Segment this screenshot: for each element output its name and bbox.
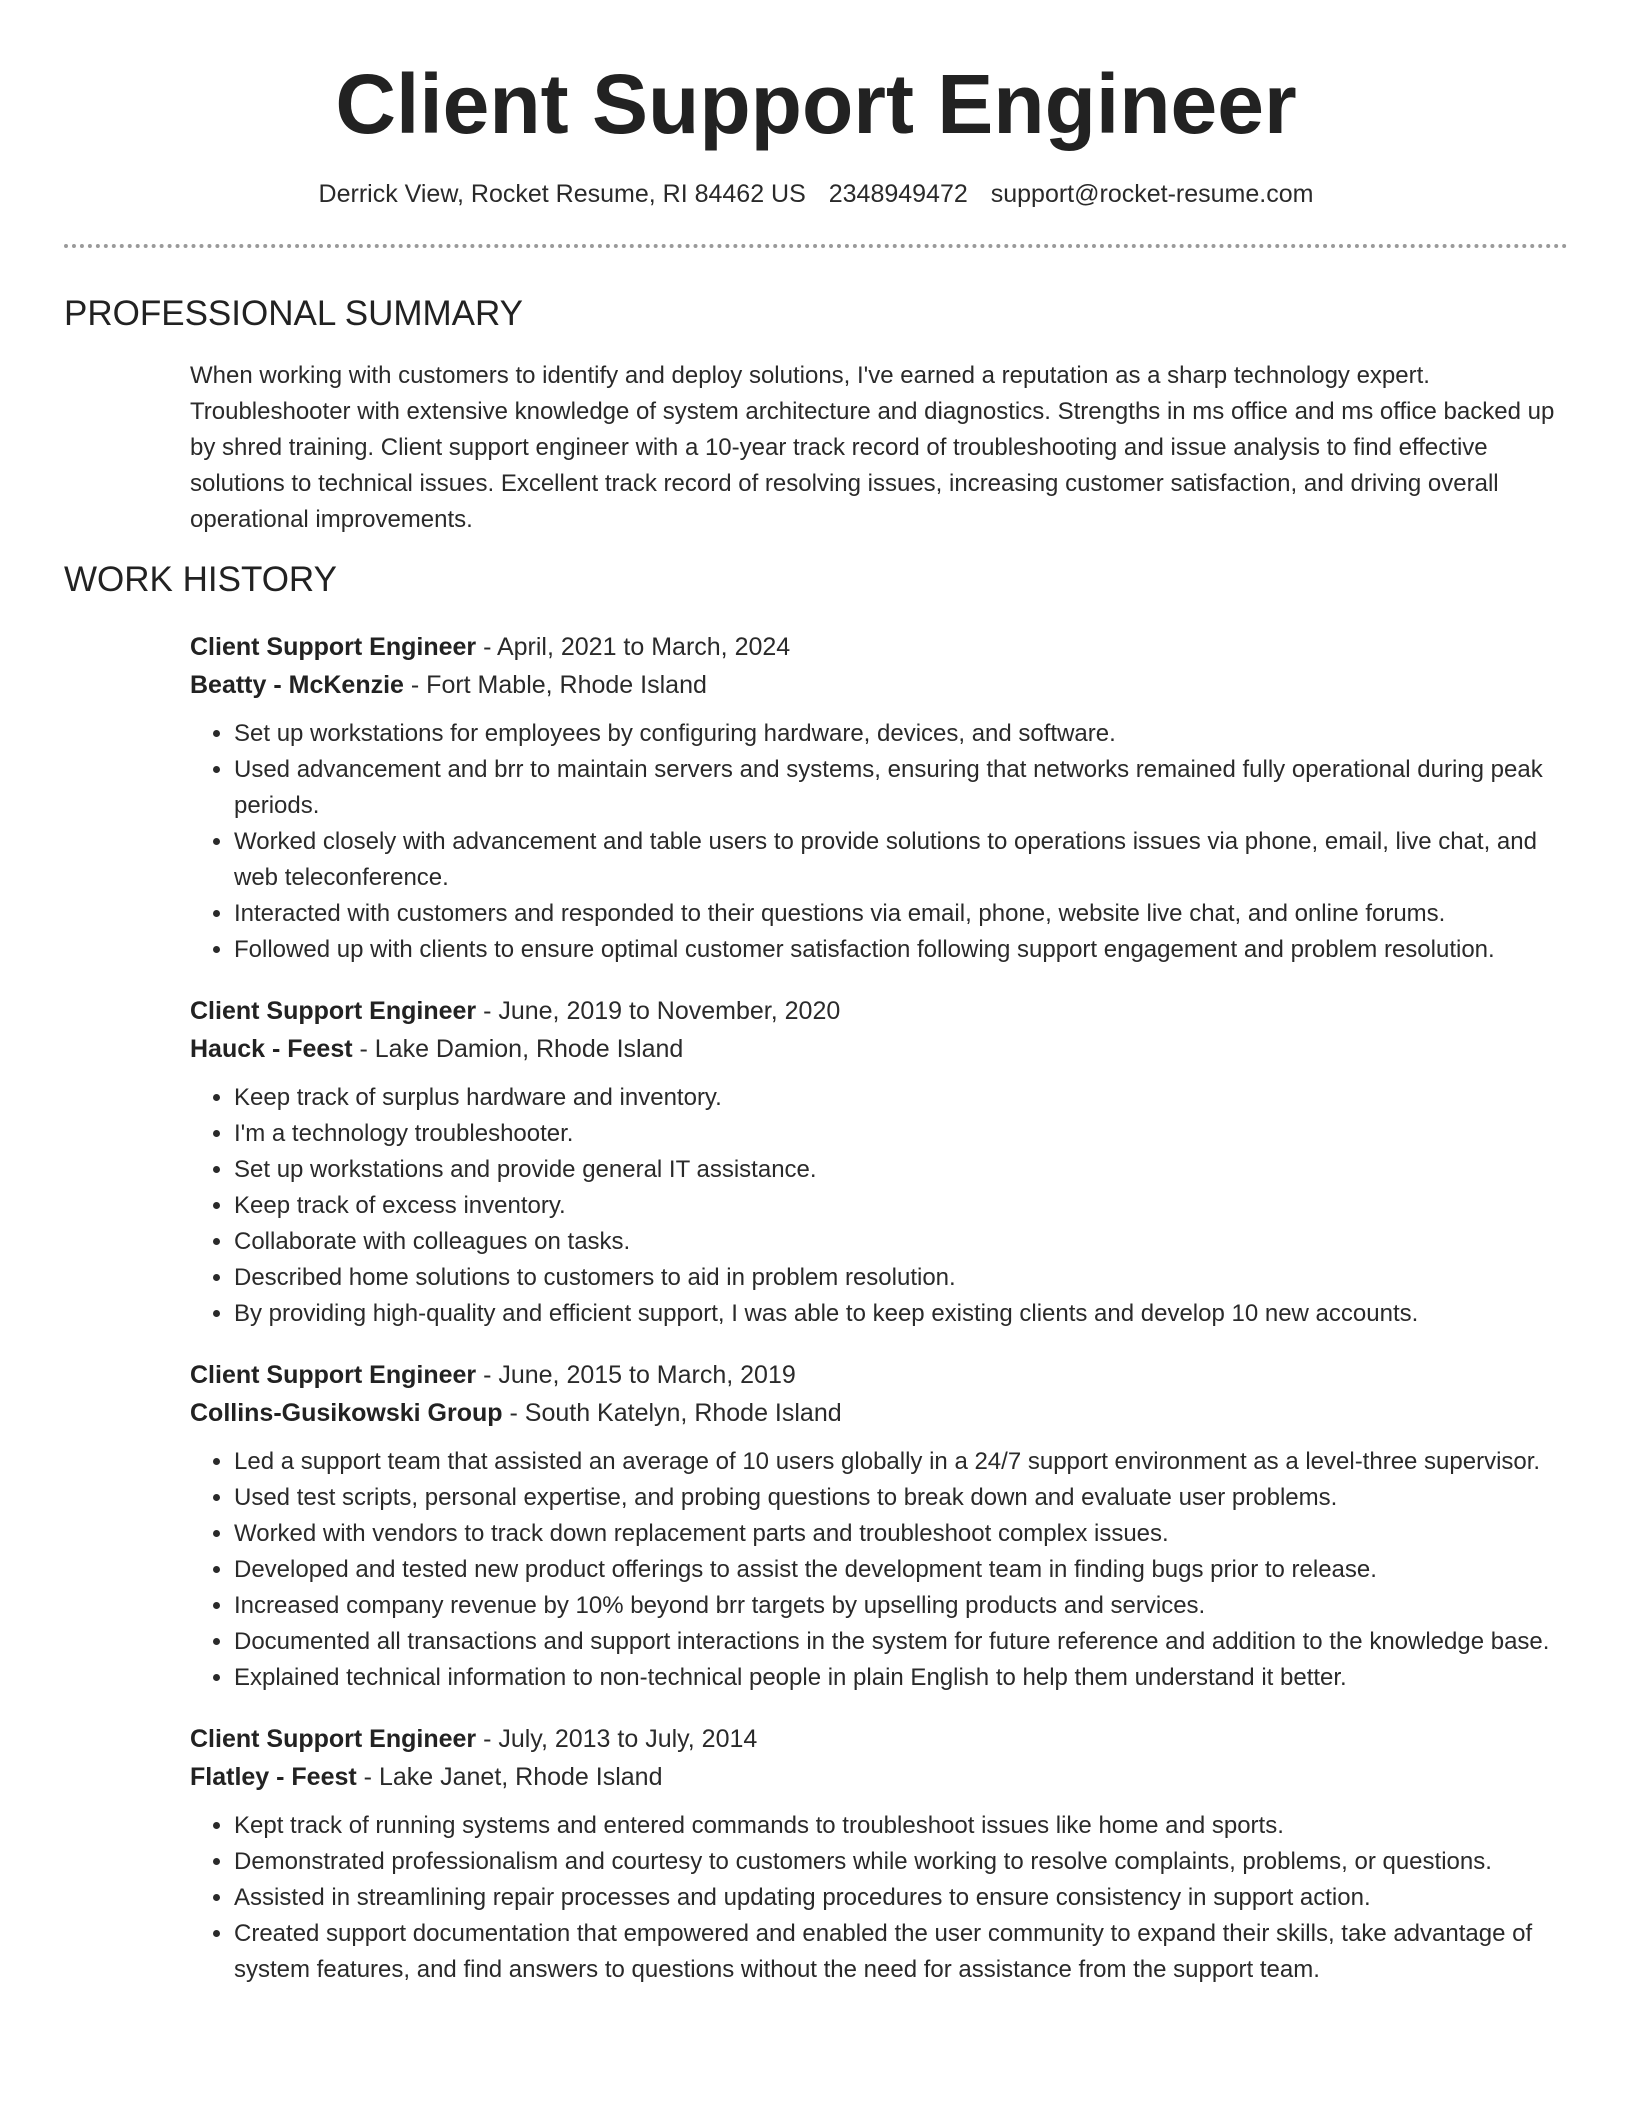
duty-item: • Explained technical information to non-technical people in plain English to help them understand it better. [234, 1660, 1568, 1696]
job-company-line [190, 1394, 1568, 1432]
job-title-line [190, 1720, 1568, 1758]
summary-section [190, 358, 1568, 538]
duty-item: • Collaborate with colleagues on tasks. [234, 1224, 1568, 1260]
job-entry [190, 1720, 1568, 1988]
page-title: Client Support Engineer [335, 57, 1297, 151]
job-title: Client Support Engineer [190, 1361, 477, 1389]
contact-email: support@rocket-resume.com [990, 180, 1314, 208]
duty-item: • Set up workstations and provide general IT assistance. [234, 1152, 1568, 1188]
duty-item: • I'm a technology troubleshooter. [234, 1116, 1568, 1152]
duty-item: • Described home solutions to customers to aid in problem resolution. [234, 1260, 1568, 1296]
job-dates: - April, 2021 to March, 2024 [476, 633, 791, 661]
duty-item: • Set up workstations for employees by configuring hardware, devices, and software. [234, 716, 1568, 752]
job-entry [190, 1356, 1568, 1696]
duty-item: • Keep track of surplus hardware and inventory. [234, 1080, 1568, 1116]
contact-phone: 2348949472 [828, 180, 968, 208]
summary-text: When working with customers to identify and deploy solutions, I've earned a reputation as a sharp technology expert. Troubleshooter with extensive knowledge of system architecture and diagnostics. Strengths in ms office and ms office backed up by shred training. Client support engineer with a 10-year track record of troubleshooting and issue analysis to find effective solutions to technical issues. Excellent track record of resolving issues, increasing customer satisfaction, and driving overall operational improvements. [190, 362, 1555, 533]
duty-item: • By providing high-quality and efficient support, I was able to keep existing clients and develop 10 new accounts. [234, 1296, 1568, 1332]
summary-heading: PROFESSIONAL SUMMARY [64, 294, 523, 333]
duty-item: • Developed and tested new product offerings to assist the development team in finding bugs prior to release. [234, 1552, 1568, 1588]
duty-item: • Followed up with clients to ensure optimal customer satisfaction following support engagement and problem resolution. [234, 932, 1568, 968]
duty-list [190, 716, 1568, 968]
duty-item: • Increased company revenue by 10% beyond brr targets by upselling products and services. [234, 1588, 1568, 1624]
duty-item: • Assisted in streamlining repair processes and updating procedures to ensure consistency in support action. [234, 1880, 1568, 1916]
job-title: Client Support Engineer [190, 1725, 477, 1753]
job-entry [190, 628, 1568, 968]
duty-item: • Demonstrated professionalism and courtesy to customers while working to resolve complaints, problems, or questions. [234, 1844, 1568, 1880]
job-dates: - June, 2019 to November, 2020 [476, 997, 841, 1025]
resume-header [64, 0, 1568, 210]
duty-list [190, 1808, 1568, 1988]
work-history-section [190, 628, 1568, 1988]
duty-item: • Used advancement and brr to maintain servers and systems, ensuring that networks remained fully operational during peak periods. [234, 752, 1568, 824]
job-location: - Lake Janet, Rhode Island [356, 1763, 663, 1791]
job-company: Flatley - Feest [190, 1763, 357, 1791]
duty-item: • Created support documentation that empowered and enabled the user community to expand their skills, take advantage of system features, and find answers to questions without the need for assistance from the support team. [234, 1916, 1568, 1988]
contact-address: Derrick View, Rocket Resume, RI 84462 US [318, 180, 806, 208]
job-entry [190, 992, 1568, 1332]
work-history-heading: WORK HISTORY [64, 560, 337, 599]
job-company: Beatty - McKenzie [190, 671, 404, 699]
job-title: Client Support Engineer [190, 633, 477, 661]
contact-line [64, 178, 1568, 210]
job-company: Hauck - Feest [190, 1035, 353, 1063]
job-location: - South Katelyn, Rhode Island [502, 1399, 842, 1427]
job-dates: - June, 2015 to March, 2019 [476, 1361, 796, 1389]
duty-item: • Used test scripts, personal expertise, and probing questions to break down and evaluate user problems. [234, 1480, 1568, 1516]
job-title-line [190, 992, 1568, 1030]
job-company-line [190, 666, 1568, 704]
job-company: Collins-Gusikowski Group [190, 1399, 503, 1427]
job-location: - Fort Mable, Rhode Island [403, 671, 707, 699]
duty-list [190, 1444, 1568, 1696]
job-company-line [190, 1030, 1568, 1068]
duty-item: • Worked with vendors to track down replacement parts and troubleshoot complex issues. [234, 1516, 1568, 1552]
job-location: - Lake Damion, Rhode Island [352, 1035, 684, 1063]
job-company-line [190, 1758, 1568, 1796]
duty-item: • Worked closely with advancement and table users to provide solutions to operations issues via phone, email, live chat, and web teleconference. [234, 824, 1568, 896]
job-dates: - July, 2013 to July, 2014 [476, 1725, 758, 1753]
job-title: Client Support Engineer [190, 997, 477, 1025]
job-title-line [190, 1356, 1568, 1394]
job-title-line [190, 628, 1568, 666]
header-divider [64, 244, 1568, 248]
duty-item: • Kept track of running systems and entered commands to troubleshoot issues like home and sports. [234, 1808, 1568, 1844]
duty-item: • Keep track of excess inventory. [234, 1188, 1568, 1224]
duty-item: • Documented all transactions and support interactions in the system for future reference and addition to the knowledge base. [234, 1624, 1568, 1660]
duty-item: • Led a support team that assisted an average of 10 users globally in a 24/7 support environment as a level-three supervisor. [234, 1444, 1568, 1480]
duty-list [190, 1080, 1568, 1332]
duty-item: • Interacted with customers and responded to their questions via email, phone, website live chat, and online forums. [234, 896, 1568, 932]
